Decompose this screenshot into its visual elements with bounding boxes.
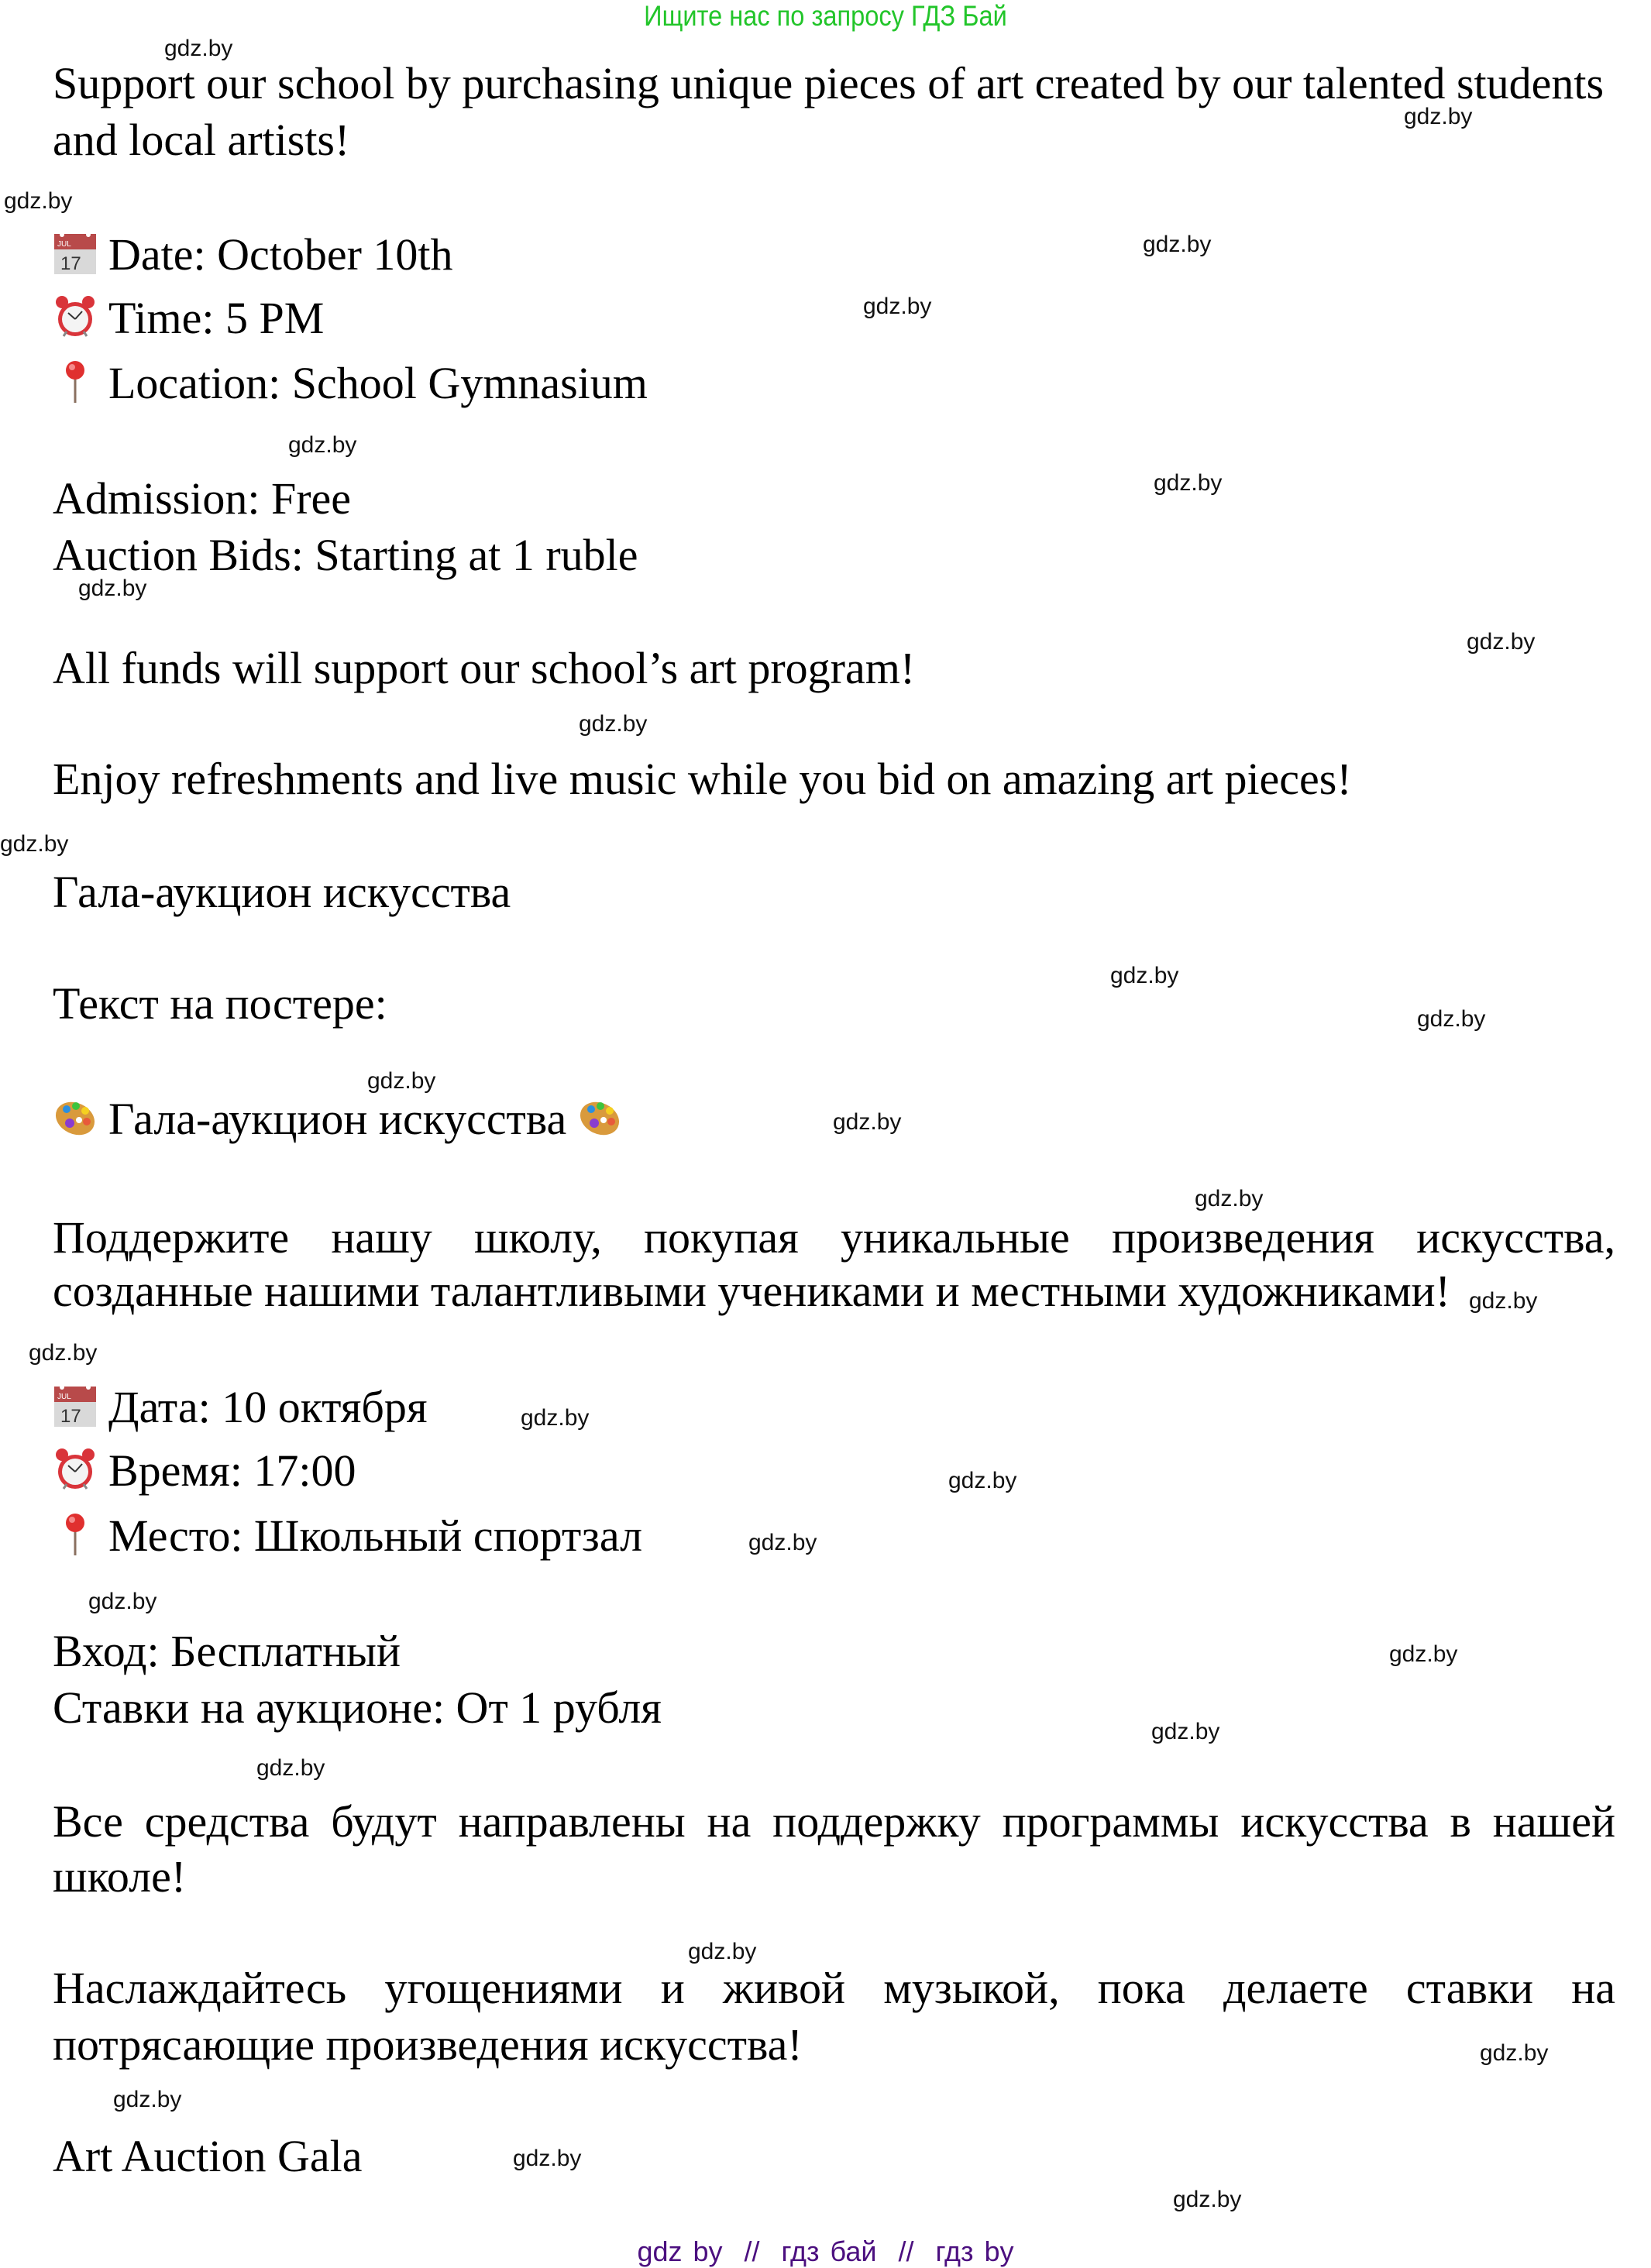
- watermark: gdz.by: [948, 1468, 1017, 1493]
- english-funds-note: All funds will support our school’s art program!: [53, 643, 916, 693]
- english-date-row: [53, 227, 1615, 283]
- calendar-icon: [53, 1383, 98, 1428]
- watermark: gdz.by: [4, 188, 73, 214]
- watermark: gdz.by: [521, 1405, 590, 1431]
- english-location-text: Location: School Gymnasium: [108, 358, 648, 408]
- watermark: gdz.by: [0, 831, 69, 857]
- svg-text:JUL: JUL: [57, 1393, 71, 1401]
- svg-text:17: 17: [60, 253, 81, 274]
- english-date-text: Date: October 10th: [108, 229, 453, 280]
- russian-location-text: Место: Школьный спортзал: [108, 1510, 643, 1561]
- closing-title: Art Auction Gala: [53, 2131, 363, 2181]
- watermark: gdz.by: [1469, 1288, 1538, 1314]
- poster-title-text: Гала-аукцион искусства: [108, 1094, 567, 1144]
- watermark: gdz.by: [1480, 2040, 1549, 2066]
- watermark: gdz.by: [29, 1340, 98, 1366]
- russian-intro-line-2: созданные нашими талантливыми учениками и местными художниками!: [53, 1266, 1450, 1316]
- watermark: gdz.by: [1417, 1006, 1486, 1032]
- english-admission: Admission: Free: [53, 473, 352, 524]
- english-intro-line-1: Support our school by purchasing unique pieces of art created by our talented students: [53, 58, 1605, 108]
- watermark: gdz.by: [1154, 470, 1223, 496]
- round-pushpin-icon: [53, 1512, 98, 1557]
- watermark: gdz.by: [833, 1109, 902, 1135]
- russian-enjoy-line-1: Наслаждайтесь угощениями и живой музыкой, пока делаете ставки на: [53, 1963, 1615, 2013]
- poster-text-label: Текст на постере:: [53, 978, 387, 1029]
- russian-funds-line-2: школе!: [53, 1851, 187, 1902]
- watermark: gdz.by: [88, 1589, 157, 1614]
- watermark: gdz.by: [1143, 232, 1212, 257]
- artist-palette-icon: [53, 1095, 98, 1140]
- watermark: gdz.by: [1467, 629, 1536, 655]
- svg-text:17: 17: [60, 1406, 81, 1427]
- watermark: gdz.by: [579, 711, 648, 737]
- russian-time-row: [53, 1443, 1615, 1499]
- watermark: gdz.by: [1404, 104, 1473, 129]
- russian-date-text: Дата: 10 октября: [108, 1382, 428, 1432]
- russian-location-row: [53, 1508, 1615, 1564]
- alarm-clock-icon: [53, 1447, 98, 1492]
- watermark: gdz.by: [1110, 963, 1179, 988]
- english-enjoy-note: Enjoy refreshments and live music while you bid on amazing art pieces!: [53, 754, 1352, 804]
- russian-title: Гала-аукцион искусства: [53, 867, 511, 917]
- artist-palette-icon: [577, 1095, 622, 1140]
- site-footer-links: gdz by // гдз бай // гдз by: [637, 2235, 1014, 2267]
- russian-auction-bids: Ставки на аукционе: От 1 рубля: [53, 1682, 662, 1733]
- calendar-icon: [53, 231, 98, 276]
- english-time-row: [53, 290, 1615, 346]
- english-time-text: Time: 5 PM: [108, 293, 325, 343]
- watermark: gdz.by: [367, 1068, 436, 1094]
- watermark: gdz.by: [688, 1939, 757, 1964]
- english-location-row: [53, 356, 1615, 411]
- russian-enjoy-line-2: потрясающие произведения искусства!: [53, 2019, 803, 2070]
- russian-time-text: Время: 17:00: [108, 1445, 356, 1496]
- watermark: gdz.by: [78, 576, 147, 601]
- alarm-clock-icon: [53, 294, 98, 339]
- watermark: gdz.by: [113, 2087, 182, 2112]
- watermark: gdz.by: [164, 36, 233, 61]
- watermark: gdz.by: [288, 432, 357, 458]
- watermark: gdz.by: [863, 294, 932, 319]
- russian-admission: Вход: Бесплатный: [53, 1626, 401, 1676]
- watermark: gdz.by: [1389, 1641, 1458, 1667]
- svg-text:JUL: JUL: [57, 240, 71, 249]
- english-auction-bids: Auction Bids: Starting at 1 ruble: [53, 530, 638, 580]
- russian-funds-line-1: Все средства будут направлены на поддержку программы искусства в нашей: [53, 1796, 1615, 1847]
- russian-intro-line-1: Поддержите нашу школу, покупая уникальные произведения искусства,: [53, 1212, 1615, 1263]
- watermark: gdz.by: [1173, 2187, 1242, 2212]
- search-hint-header: Ищите нас по запросу ГДЗ Бай: [644, 0, 1007, 32]
- english-intro-line-2: and local artists!: [53, 115, 350, 165]
- russian-date-row: [53, 1380, 1615, 1435]
- watermark: gdz.by: [513, 2146, 582, 2171]
- watermark: gdz.by: [1151, 1719, 1220, 1744]
- watermark: gdz.by: [256, 1755, 325, 1781]
- watermark: gdz.by: [748, 1530, 817, 1555]
- round-pushpin-icon: [53, 359, 98, 404]
- watermark: gdz.by: [1195, 1186, 1264, 1211]
